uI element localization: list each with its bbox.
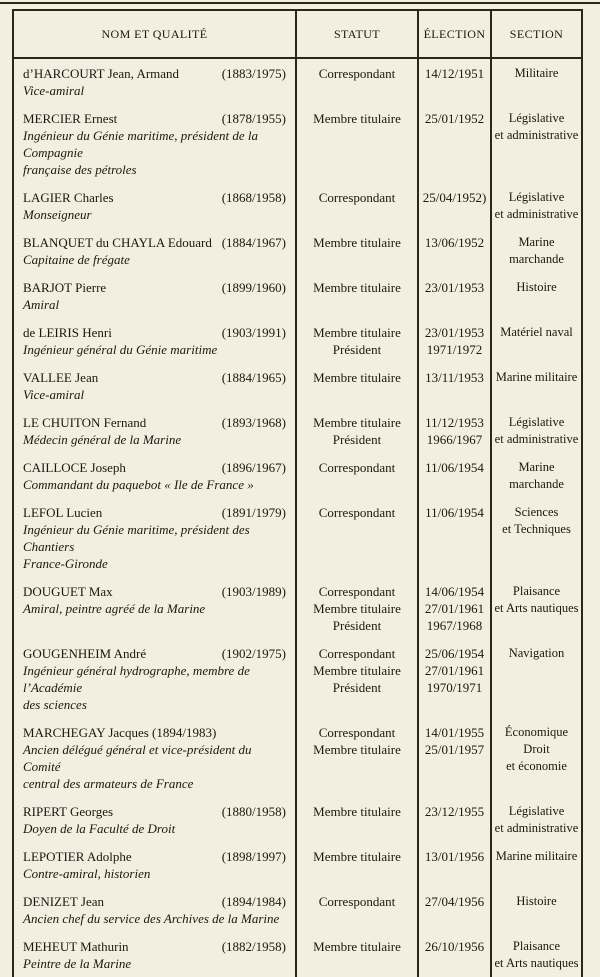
election-cell <box>417 408 490 453</box>
member-years: (1903/1989) <box>221 584 286 599</box>
nom-et-qualite-cell <box>14 104 295 183</box>
member-name-line <box>23 803 286 820</box>
election-cell <box>417 718 490 797</box>
member-quality-line: Vice-amiral <box>23 387 85 402</box>
statut-cell <box>295 577 417 639</box>
section-line: et administrative <box>494 128 579 142</box>
section-line: marchande <box>509 252 564 266</box>
election-line: 11/06/1954 <box>425 460 484 475</box>
table-row <box>14 842 581 887</box>
member-name-line <box>23 414 286 431</box>
election-cell <box>417 887 490 932</box>
election-line: 11/12/1953 <box>425 415 484 430</box>
member-years: (1899/1960) <box>221 280 286 295</box>
election-line: 13/01/1956 <box>424 849 485 864</box>
section-line: Plaisance <box>512 939 561 953</box>
election-cell <box>417 104 490 183</box>
statut-line: Membre titulaire <box>313 325 401 340</box>
nom-et-qualite-cell <box>14 318 295 363</box>
election-cell <box>417 59 490 104</box>
member-name: MERCIER Ernest <box>23 111 118 126</box>
member-quality-line: Capitaine de frégate <box>23 252 130 267</box>
section-line: Législative <box>508 804 565 818</box>
member-name: MEHEUT Mathurin <box>23 939 129 954</box>
section-cell <box>490 639 581 718</box>
member-years: (1898/1997) <box>221 849 286 864</box>
statut-line: Membre titulaire <box>313 235 401 250</box>
member-name: GOUGENHEIM André <box>23 646 147 661</box>
statut-line: Correspondant <box>318 190 396 205</box>
member-quality-line: France-Gironde <box>23 556 108 571</box>
nom-et-qualite-cell <box>14 932 295 977</box>
member-quality <box>23 600 286 617</box>
member-quality <box>23 127 286 178</box>
statut-line: Correspondant <box>318 505 396 520</box>
member-quality <box>23 910 286 927</box>
member-name-line <box>23 724 286 741</box>
table-row <box>14 498 581 577</box>
election-line: 26/10/1956 <box>424 939 485 954</box>
election-cell <box>417 932 490 977</box>
column-header-election: ÉLECTION <box>417 11 490 57</box>
member-name: DOUGUET Max <box>23 584 113 599</box>
statut-cell <box>295 842 417 887</box>
member-quality-line: Commandant du paquebot « Ile de France » <box>23 477 254 492</box>
statut-cell <box>295 932 417 977</box>
member-quality <box>23 476 286 493</box>
section-cell <box>490 363 581 408</box>
section-cell <box>490 183 581 228</box>
member-quality <box>23 662 286 713</box>
member-quality-line: Médecin général de la Marine <box>23 432 182 447</box>
election-line: 25/01/1957 <box>424 742 485 757</box>
section-cell <box>490 498 581 577</box>
election-line: 11/06/1954 <box>425 505 484 520</box>
section-line: et administrative <box>494 821 579 835</box>
section-line: et administrative <box>494 432 579 446</box>
section-cell <box>490 932 581 977</box>
election-cell <box>417 228 490 273</box>
table-row <box>14 718 581 797</box>
table-row <box>14 273 581 318</box>
statut-line: Membre titulaire <box>313 111 401 126</box>
section-cell <box>490 797 581 842</box>
section-cell <box>490 59 581 104</box>
section-line: Marine <box>518 235 555 249</box>
member-years: (1883/1975) <box>221 66 286 81</box>
members-table <box>12 9 583 977</box>
statut-line: Correspondant <box>318 894 396 909</box>
column-header-statut: STATUT <box>295 11 417 57</box>
member-quality-line: Peintre de la Marine <box>23 956 132 971</box>
section-line: Militaire <box>514 66 559 80</box>
statut-line: Membre titulaire <box>313 601 401 616</box>
section-line: et Arts nautiques <box>494 601 579 615</box>
statut-line: Correspondant <box>318 646 396 661</box>
section-cell <box>490 318 581 363</box>
member-years: (1902/1975) <box>221 646 286 661</box>
table-row <box>14 887 581 932</box>
member-years: (1903/1991) <box>221 325 286 340</box>
member-name: de LEIRIS Henri <box>23 325 112 340</box>
member-quality-line: des sciences <box>23 697 87 712</box>
member-name-line <box>23 234 286 251</box>
nom-et-qualite-cell <box>14 639 295 718</box>
member-quality <box>23 82 286 99</box>
table-row <box>14 577 581 639</box>
statut-line: Correspondant <box>318 584 396 599</box>
election-cell <box>417 183 490 228</box>
section-cell <box>490 273 581 318</box>
member-quality-line: Ingénieur général du Génie maritime <box>23 342 218 357</box>
election-cell <box>417 318 490 363</box>
election-line: 1966/1967 <box>426 432 483 447</box>
member-quality-line: Ingénieur du Génie maritime, président de la Compagnie <box>23 128 259 160</box>
statut-line: Correspondant <box>318 460 396 475</box>
statut-cell <box>295 273 417 318</box>
section-line: Législative <box>508 111 565 125</box>
statut-cell <box>295 318 417 363</box>
statut-line: Membre titulaire <box>313 849 401 864</box>
statut-line: Président <box>332 432 382 447</box>
member-name-line <box>23 110 286 127</box>
member-quality-line: Ingénieur général hydrographe, membre de l’Académie <box>23 663 250 695</box>
member-name-line <box>23 65 286 82</box>
section-line: Économique <box>504 725 569 739</box>
section-line: Sciences <box>514 505 559 519</box>
section-cell <box>490 228 581 273</box>
election-line: 14/01/1955 <box>424 725 485 740</box>
member-years: (1868/1958) <box>221 190 286 205</box>
election-cell <box>417 453 490 498</box>
nom-et-qualite-cell <box>14 887 295 932</box>
statut-line: Membre titulaire <box>313 415 401 430</box>
nom-et-qualite-cell <box>14 408 295 453</box>
election-line: 23/12/1955 <box>424 804 485 819</box>
member-name-line <box>23 279 286 296</box>
statut-line: Membre titulaire <box>313 742 401 757</box>
election-cell <box>417 577 490 639</box>
member-name-line <box>23 369 286 386</box>
statut-cell <box>295 183 417 228</box>
member-name: LEFOL Lucien <box>23 505 103 520</box>
section-line: Histoire <box>516 280 557 294</box>
member-quality-line: Contre-amiral, historien <box>23 866 151 881</box>
member-years: (1893/1968) <box>221 415 286 430</box>
nom-et-qualite-cell <box>14 577 295 639</box>
member-quality <box>23 820 286 837</box>
member-years: (1884/1965) <box>221 370 286 385</box>
member-years: (1891/1979) <box>221 505 286 520</box>
section-cell <box>490 104 581 183</box>
election-line: 27/01/1961 <box>424 663 485 678</box>
table-row <box>14 932 581 977</box>
statut-line: Correspondant <box>318 725 396 740</box>
member-quality <box>23 386 286 403</box>
section-line: et administrative <box>494 207 579 221</box>
member-years: (1884/1967) <box>221 235 286 250</box>
election-line: 14/06/1954 <box>424 584 485 599</box>
column-header-nom-et-qualite: NOM ET QUALITÉ <box>101 26 208 41</box>
section-line: et Techniques <box>502 522 571 536</box>
member-name-line <box>23 645 286 662</box>
member-name: d’HARCOURT Jean, Armand <box>23 66 180 81</box>
member-name: LE CHUITON Fernand <box>23 415 147 430</box>
section-line: Marine militaire <box>495 849 578 863</box>
statut-line: Président <box>332 680 382 695</box>
nom-et-qualite-cell <box>14 498 295 577</box>
member-name-line <box>23 893 286 910</box>
member-name: VALLEE Jean <box>23 370 99 385</box>
election-line: 1971/1972 <box>426 342 483 357</box>
table-row <box>14 408 581 453</box>
member-name-line <box>23 938 286 955</box>
statut-cell <box>295 408 417 453</box>
section-cell <box>490 453 581 498</box>
member-quality-line: Ancien délégué général et vice-président du Comité <box>23 742 252 774</box>
member-name: LAGIER Charles <box>23 190 114 205</box>
member-quality-line: Ancien chef du service des Archives de la Marine <box>23 911 280 926</box>
election-line: 23/01/1953 <box>424 325 485 340</box>
election-line: 23/01/1953 <box>424 280 485 295</box>
member-quality-line: Doyen de la Faculté de Droit <box>23 821 176 836</box>
election-line: 14/12/1951 <box>424 66 485 81</box>
section-line: Marine militaire <box>495 370 578 384</box>
statut-line: Membre titulaire <box>313 280 401 295</box>
member-name-line <box>23 848 286 865</box>
section-line: et économie <box>506 759 567 773</box>
section-cell <box>490 718 581 797</box>
member-name: BLANQUET du CHAYLA Edouard <box>23 235 212 250</box>
statut-cell <box>295 887 417 932</box>
member-quality <box>23 955 286 972</box>
column-header-section: SECTION <box>490 11 581 57</box>
statut-line: Président <box>332 342 382 357</box>
section-cell <box>490 577 581 639</box>
section-line: marchande <box>509 477 564 491</box>
member-years: (1878/1955) <box>221 111 286 126</box>
section-line: Plaisance <box>512 584 561 598</box>
member-quality <box>23 521 286 572</box>
statut-cell <box>295 718 417 797</box>
statut-cell <box>295 59 417 104</box>
statut-cell <box>295 363 417 408</box>
statut-line: Membre titulaire <box>313 804 401 819</box>
nom-et-qualite-cell <box>14 453 295 498</box>
member-years: (1880/1958) <box>221 804 286 819</box>
page-top-rule <box>0 2 600 4</box>
election-cell <box>417 363 490 408</box>
member-quality-line: française des pétroles <box>23 162 137 177</box>
statut-line: Membre titulaire <box>313 370 401 385</box>
member-name-line <box>23 504 286 521</box>
statut-line: Membre titulaire <box>313 939 401 954</box>
member-name: MARCHEGAY Jacques (1894/1983) <box>23 725 217 740</box>
section-line: Matériel naval <box>500 325 573 339</box>
nom-et-qualite-cell <box>14 718 295 797</box>
section-line: Navigation <box>508 646 565 660</box>
statut-line: Président <box>332 618 382 633</box>
election-line: 27/04/1956 <box>424 894 485 909</box>
election-cell <box>417 639 490 718</box>
section-line: et Arts nautiques <box>494 956 579 970</box>
election-line: 25/01/1952 <box>424 111 485 126</box>
member-quality <box>23 431 286 448</box>
member-quality-line: Vice-amiral <box>23 83 85 98</box>
section-cell <box>490 887 581 932</box>
election-cell <box>417 842 490 887</box>
member-name: DENIZET Jean <box>23 894 104 909</box>
member-quality <box>23 741 286 792</box>
election-line: 13/11/1953 <box>425 370 484 385</box>
nom-et-qualite-cell <box>14 183 295 228</box>
member-name-line <box>23 583 286 600</box>
member-quality-line: Monseigneur <box>23 207 92 222</box>
election-line: 25/06/1954 <box>424 646 485 661</box>
nom-et-qualite-cell <box>14 842 295 887</box>
table-body <box>14 59 581 977</box>
statut-cell <box>295 639 417 718</box>
member-quality-line: Ingénieur du Génie maritime, président des Chantiers <box>23 522 250 554</box>
table-header-row <box>14 11 581 59</box>
table-row <box>14 797 581 842</box>
member-years: (1894/1984) <box>221 894 286 909</box>
nom-et-qualite-cell <box>14 228 295 273</box>
election-cell <box>417 273 490 318</box>
section-cell <box>490 842 581 887</box>
election-line: 25/04/1952) <box>422 190 487 205</box>
statut-cell <box>295 797 417 842</box>
member-quality-line: Amiral, peintre agréé de la Marine <box>23 601 206 616</box>
election-line: 27/01/1961 <box>424 601 485 616</box>
election-line: 1967/1968 <box>426 618 483 633</box>
section-line: Législative <box>508 415 565 429</box>
member-quality <box>23 251 286 268</box>
table-row <box>14 639 581 718</box>
nom-et-qualite-cell <box>14 59 295 104</box>
election-cell <box>417 797 490 842</box>
member-years: (1896/1967) <box>221 460 286 475</box>
member-name: BARJOT Pierre <box>23 280 107 295</box>
table-row <box>14 318 581 363</box>
table-row <box>14 59 581 104</box>
election-cell <box>417 498 490 577</box>
table-row <box>14 453 581 498</box>
member-name: CAILLOCE Joseph <box>23 460 126 475</box>
member-quality-line: Amiral <box>23 297 60 312</box>
table-row <box>14 228 581 273</box>
nom-et-qualite-cell <box>14 797 295 842</box>
member-quality <box>23 341 286 358</box>
statut-cell <box>295 228 417 273</box>
table-row <box>14 183 581 228</box>
member-name: RIPERT Georges <box>23 804 114 819</box>
section-line: Droit <box>523 742 550 756</box>
member-years: (1882/1958) <box>221 939 286 954</box>
member-name-line <box>23 459 286 476</box>
election-line: 13/06/1952 <box>424 235 485 250</box>
member-name-line <box>23 189 286 206</box>
nom-et-qualite-cell <box>14 273 295 318</box>
member-quality <box>23 206 286 223</box>
section-line: Marine <box>518 460 555 474</box>
member-quality-line: central des armateurs de France <box>23 776 194 791</box>
statut-line: Correspondant <box>318 66 396 81</box>
member-quality <box>23 865 286 882</box>
statut-cell <box>295 104 417 183</box>
statut-line: Membre titulaire <box>313 663 401 678</box>
statut-cell <box>295 498 417 577</box>
member-name-line <box>23 324 286 341</box>
nom-et-qualite-cell <box>14 363 295 408</box>
table-row <box>14 104 581 183</box>
section-line: Histoire <box>516 894 557 908</box>
member-name: LEPOTIER Adolphe <box>23 849 132 864</box>
election-line: 1970/1971 <box>426 680 483 695</box>
statut-cell <box>295 453 417 498</box>
member-quality <box>23 296 286 313</box>
table-row <box>14 363 581 408</box>
section-line: Législative <box>508 190 565 204</box>
section-cell <box>490 408 581 453</box>
